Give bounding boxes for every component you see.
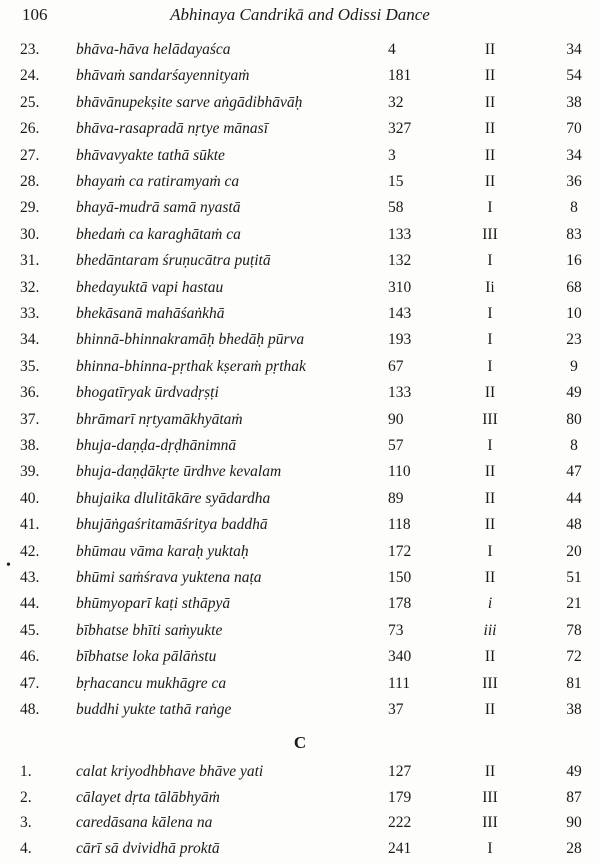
entry-number: 38.: [20, 437, 40, 454]
page-reference: 49: [566, 763, 582, 780]
index-row: [0, 566, 600, 590]
verse-number: 143: [388, 305, 412, 322]
verse-text: bhūmi saṁśrava yuktena naṭa: [76, 569, 262, 586]
entry-number: 25.: [20, 93, 40, 111]
verse-text: bhāvavyakte tathā sūkte: [76, 146, 225, 164]
chapter-number: iii: [483, 621, 497, 639]
index-row: [0, 144, 600, 168]
verse-number: 58: [388, 199, 404, 217]
index-row: [0, 249, 600, 273]
chapter-number: II: [484, 384, 496, 402]
index-row: [0, 837, 600, 861]
entry-number: 31.: [20, 252, 40, 270]
index-row: [0, 276, 600, 300]
chapter-number: III: [482, 674, 498, 692]
chapter-number: II: [484, 701, 496, 718]
running-title: Abhinaya Candrikā and Odissi Dance: [170, 5, 430, 24]
page-reference: 81: [566, 674, 582, 692]
verse-number: 111: [388, 674, 411, 692]
entry-number: 1.: [20, 763, 32, 780]
index-row: [0, 91, 600, 115]
verse-number: 193: [388, 331, 412, 349]
page-reference: 47: [566, 463, 582, 481]
page-reference: 21: [566, 595, 582, 613]
verse-number: 150: [388, 569, 412, 586]
chapter-number: III: [482, 814, 498, 831]
verse-text: calat kriyodhbhave bhāve yati: [76, 763, 264, 780]
entry-number: 3.: [20, 814, 32, 831]
verse-text: bhayaṁ ca ratiramyaṁ ca: [76, 173, 240, 190]
chapter-number: II: [484, 648, 496, 666]
chapter-number: I: [487, 199, 493, 217]
verse-text: cālayet dṛta tālābhyāṁ: [76, 788, 220, 806]
index-row: [0, 487, 600, 511]
verse-number: 3: [388, 146, 396, 164]
verse-text: bhogatīryak ūrdvadṛṣṭi: [76, 384, 219, 402]
chapter-number: III: [482, 410, 498, 428]
verse-number: 310: [388, 278, 412, 296]
chapter-number: I: [487, 839, 493, 857]
index-row: [0, 170, 600, 194]
index-row: [0, 592, 600, 616]
verse-text: caredāsana kālena na: [76, 814, 213, 831]
chapter-number: II: [484, 173, 496, 190]
verse-text: bhayā-mudrā samā nyastā: [76, 199, 241, 217]
page-reference: 38: [566, 701, 582, 718]
section-heading-c: C: [293, 733, 307, 752]
verse-text: bhāva-rasapradā nṛtye mānasī: [76, 120, 269, 138]
index-row: [0, 434, 600, 458]
index-row: [0, 760, 600, 784]
verse-number: 222: [388, 814, 412, 831]
page-reference: 80: [566, 410, 582, 428]
page-reference: 8: [570, 199, 578, 217]
verse-text: bhujaika dlulitākāre syādardha: [76, 489, 271, 507]
page-reference: 72: [566, 648, 582, 666]
chapter-number: II: [484, 569, 496, 586]
verse-number: 110: [388, 463, 411, 481]
verse-number: 32: [388, 93, 404, 111]
verse-text: bhāva-hāva helādayaśca: [76, 41, 231, 58]
entry-number: 46.: [20, 648, 40, 666]
entry-number: 32.: [20, 278, 40, 296]
verse-number: 133: [388, 225, 412, 243]
index-row: [0, 672, 600, 696]
index-row: [0, 698, 600, 722]
verse-number: 73: [388, 621, 404, 639]
verse-text: buddhi yukte tathā raṅge: [76, 701, 232, 718]
chapter-number: I: [487, 357, 493, 375]
verse-text: bībhatse loka pālāṅstu: [76, 648, 217, 666]
page-reference: 16: [566, 252, 582, 270]
verse-text: bībhatse bhīti saṁyukte: [76, 621, 223, 639]
chapter-number: i: [487, 595, 493, 613]
entry-number: 33.: [20, 305, 40, 322]
index-row: [0, 786, 600, 810]
verse-text: bhekāsanā mahāśaṅkhā: [76, 305, 225, 322]
verse-text: bhāvānupekṣite sarve aṅgādibhāvāḥ: [76, 93, 303, 111]
verse-number: 181: [388, 67, 412, 85]
index-row: [0, 540, 600, 564]
verse-number: 67: [388, 357, 404, 375]
chapter-number: I: [487, 437, 493, 454]
chapter-number: II: [484, 489, 496, 507]
index-row: [0, 38, 600, 62]
verse-number: 133: [388, 384, 412, 402]
page-reference: 20: [566, 542, 582, 560]
index-row: [0, 117, 600, 141]
verse-text: bhuja-daṇḍa-dṛḍhānimnā: [76, 437, 237, 454]
verse-text: bṛhacancu mukhāgre ca: [76, 674, 227, 692]
index-row: [0, 302, 600, 326]
verse-number: 340: [388, 648, 412, 666]
entry-number: 27.: [20, 146, 40, 164]
index-row: [0, 811, 600, 835]
verse-number: 172: [388, 542, 412, 560]
page-reference: 10: [566, 305, 582, 322]
page-reference: 28: [566, 839, 582, 857]
page-reference: 48: [566, 516, 582, 534]
verse-number: 57: [388, 437, 404, 454]
index-row: [0, 328, 600, 352]
verse-text: bhinna-bhinna-pṛthak kṣeraṁ pṛthak: [76, 357, 306, 375]
entry-number: 4.: [20, 839, 32, 857]
verse-text: bhujāṅgaśritamāśritya baddhā: [76, 516, 268, 534]
chapter-number: II: [484, 146, 496, 164]
page-reference: 83: [566, 225, 582, 243]
page-reference: 87: [566, 788, 582, 806]
index-row: [0, 196, 600, 220]
index-row: [0, 645, 600, 669]
page-reference: 90: [566, 814, 582, 831]
entry-number: 43.: [20, 569, 40, 586]
page-reference: 9: [570, 357, 578, 375]
page-reference: 49: [566, 384, 582, 402]
page-reference: 23: [566, 331, 582, 349]
verse-number: 132: [388, 252, 412, 270]
verse-number: 4: [388, 41, 396, 58]
index-row: [0, 408, 600, 432]
chapter-number: III: [482, 788, 498, 806]
entry-number: 29.: [20, 199, 40, 217]
chapter-number: II: [484, 763, 496, 780]
entry-number: 26.: [20, 120, 40, 138]
verse-text: bhedāntaram śruṇucātra puṭitā: [76, 252, 271, 270]
page-reference: 8: [570, 437, 578, 454]
index-row: [0, 223, 600, 247]
page-reference: 34: [566, 146, 582, 164]
verse-text: bhūmyoparī kaṭi sthāpyā: [76, 595, 231, 613]
verse-text: bhuja-daṇḍākṛte ūrdhve kevalam: [76, 463, 282, 481]
verse-text: bhedaṁ ca karaghātaṁ ca: [76, 225, 241, 243]
entry-number: 39.: [20, 463, 40, 481]
chapter-number: II: [484, 516, 496, 534]
entry-number: 40.: [20, 489, 40, 507]
page-reference: 44: [566, 489, 582, 507]
chapter-number: II: [484, 67, 496, 85]
page-reference: 78: [566, 621, 582, 639]
entry-number: 23.: [20, 41, 40, 58]
entry-number: 42.: [20, 542, 40, 560]
chapter-number: I: [487, 305, 493, 322]
index-row: [0, 513, 600, 537]
index-row: [0, 460, 600, 484]
margin-bullet: •: [6, 558, 11, 573]
verse-text: bhedayuktā vapi hastau: [76, 278, 224, 296]
page-header: [0, 2, 600, 32]
verse-number: 37: [388, 701, 404, 718]
verse-text: bhrāmarī nṛtyamākhyātaṁ: [76, 410, 243, 428]
verse-number: 327: [388, 120, 412, 138]
chapter-number: I: [487, 542, 493, 560]
entry-number: 24.: [20, 67, 40, 85]
page-reference: 54: [566, 67, 582, 85]
entry-number: 48.: [20, 701, 40, 718]
verse-text: bhāvaṁ sandarśayennityaṁ: [76, 67, 250, 85]
chapter-number: Ii: [485, 278, 495, 296]
entry-number: 35.: [20, 357, 40, 375]
entry-number: 30.: [20, 225, 40, 243]
entry-number: 34.: [20, 331, 40, 349]
verse-number: 89: [388, 489, 404, 507]
chapter-number: II: [484, 463, 496, 481]
verse-number: 118: [388, 516, 411, 534]
chapter-number: II: [484, 41, 496, 58]
page-reference: 68: [566, 278, 582, 296]
verse-number: 178: [388, 595, 412, 613]
chapter-number: III: [482, 225, 498, 243]
verse-number: 179: [388, 788, 412, 806]
page-reference: 34: [566, 41, 582, 58]
index-row: [0, 64, 600, 88]
index-row: [0, 355, 600, 379]
verse-text: bhūmau vāma karaḥ yuktaḥ: [76, 542, 249, 560]
entry-number: 41.: [20, 516, 40, 534]
verse-number: 90: [388, 410, 404, 428]
verse-text: bhinnā-bhinnakramāḥ bhedāḥ pūrva: [76, 331, 305, 349]
chapter-number: I: [487, 252, 493, 270]
page-reference: 51: [566, 569, 582, 586]
page-reference: 70: [566, 120, 582, 138]
entry-number: 47.: [20, 674, 40, 692]
entry-number: 28.: [20, 173, 40, 190]
entry-number: 37.: [20, 410, 40, 428]
entry-number: 45.: [20, 621, 40, 639]
index-row: [0, 381, 600, 405]
chapter-number: I: [487, 331, 493, 349]
index-row: [0, 619, 600, 643]
chapter-number: II: [484, 93, 496, 111]
page-reference: 36: [566, 173, 582, 190]
entry-number: 36.: [20, 384, 40, 402]
verse-number: 15: [388, 173, 404, 190]
page-reference: 38: [566, 93, 582, 111]
verse-number: 127: [388, 763, 412, 780]
verse-number: 241: [388, 839, 412, 857]
chapter-number: II: [484, 120, 496, 138]
entry-number: 2.: [20, 788, 32, 806]
entry-number: 44.: [20, 595, 40, 613]
verse-text: cārī sā dvividhā proktā: [76, 839, 220, 857]
page-number: 106: [22, 5, 48, 24]
